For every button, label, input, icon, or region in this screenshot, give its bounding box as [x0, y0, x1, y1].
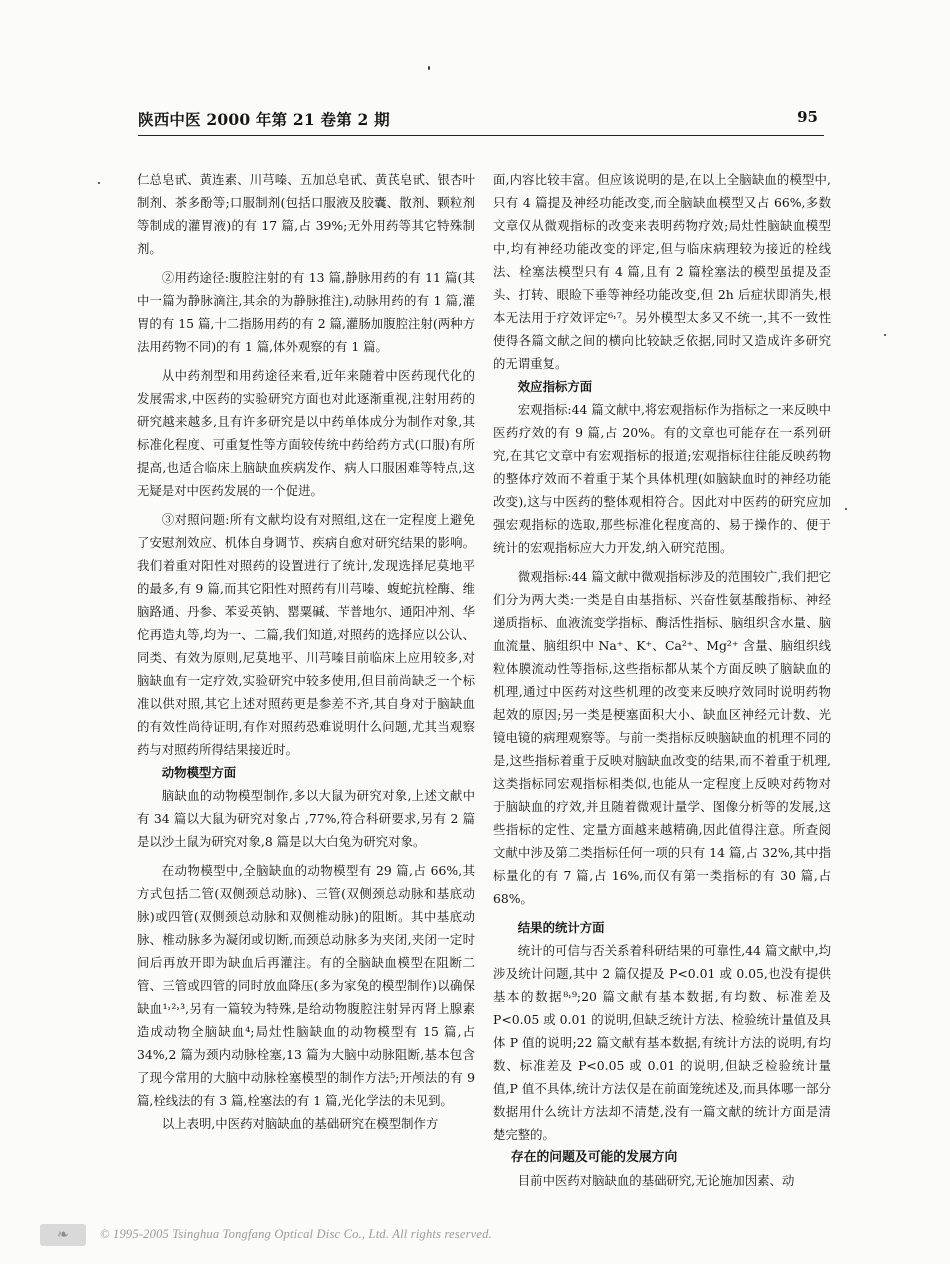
- right-column: [493, 168, 831, 1192]
- page-header: [138, 108, 824, 134]
- copyright-notice: © 1995-2005 Tsinghua Tongfang Optical Disc Co., Ltd. All rights reserved.: [100, 1227, 492, 1241]
- page-number: 95: [797, 108, 818, 126]
- subsection-heading: 结果的统计方面: [517, 920, 605, 935]
- paragraph: 面,内容比较丰富。但应该说明的是,在以上全脑缺血的模型中,只有 4 篇提及神经功能改变,而全脑缺血模型又占 66%,多数文章仅从微观指标的改变来表明药物疗效;局灶性脑缺血模型中,均有神经功能改变的评定,但与临床病理较为接近的栓线法、栓塞法模型只有 4 篇,且有 2 篇栓塞法的模型虽提及歪头、打转、眼睑下垂等神经功能改变,但 2h 后症状即消失,根本无法用于疗效评定⁶˒⁷。另外模型太多又不统一,其不一致性使得各篇文献之间的横向比较缺乏依据,同时又造成许多研究的无谓重复。: [493, 172, 831, 371]
- scan-speck: [428, 66, 430, 70]
- paragraph: 在动物模型中,全脑缺血的动物模型有 29 篇,占 66%,其方式包括二管(双侧颈总动脉)、三管(双侧颈总动脉和基底动脉)或四管(双侧颈总动脉和双侧椎动脉)的阻断。其中基底动脉、椎动脉多为凝闭或切断,而颈总动脉多为夹闭,夹闭一定时间后再放开即为缺血后再灌注。有的全脑缺血模型在阻断二管、三管或四管的同时放血降压(多为家兔的模型制作)以确保缺血¹˒²˒³,另有一篇较为特殊,是给动物腹腔注射异丙肾上腺素造成动物全脑缺血⁴;局灶性脑缺血的动物模型有 15 篇,占 34%,2 篇为颈内动脉栓塞,13 篇为大脑中动脉阻断,基本包含了现今常用的大脑中动脉栓塞模型的制作方法⁵;开颅法的有 9 篇,栓线法的有 3 篇,栓塞法的有 1 篇,光化学法的未见到。: [137, 863, 475, 1108]
- left-column: [137, 168, 475, 1135]
- paragraph: 以上表明,中医药对脑缺血的基础研究在模型制作方: [161, 1116, 439, 1131]
- paragraph: 微观指标:44 篇文献中微观指标涉及的范围较广,我们把它们分为两大类:一类是自由基指标、兴奋性氨基酸指标、神经递质指标、血液流变学指标、酶活性指标、脑组织含水量、脑血流量、脑组织中 Na⁺、K⁺、Ca²⁺、Mg²⁺ 含量、脑组织线粒体膜流动性等指标,这些指标都从某个方面反映了脑缺血的机理,通过中医药对这些机理的改变来反映疗效同时说明药物起效的原因;另一类是梗塞面积大小、缺血区神经元计数、光镜电镜的病理观察等。与前一类指标反映脑缺血的机理不同的是,这些指标着重于反映对脑缺血改变的结果,而不着重于机理,这类指标同宏观指标相类似,也能从一定程度上反映对药物对于脑缺血的疗效,并且随着微观计量学、图像分析等的发展,这些指标的定性、定量方面越来越精确,因此值得注意。所查阅文献中涉及第二类指标任何一项的只有 14 篇,占 32%,其中指标量化的有 7 篇,占 16%,而仅有第一类指标的有 30 篇,占 68%。: [493, 569, 831, 906]
- paragraph: 从中药剂型和用药途径来看,近年来随着中医药现代化的发展需求,中医药的实验研究方面也对此逐渐重视,注射用药的研究越来越多,且有许多研究是以中药单体成分为制作对象,其标准化程度、可重复性等方面较传统中药给药方式(口服)有所提高,也适合临床上脑缺血疾病发作、病人口服困难等特点,这无疑是对中医药发展的一个促进。: [137, 368, 475, 498]
- publisher-logo-icon: ❧: [40, 1224, 86, 1246]
- paragraph: 脑缺血的动物模型制作,多以大鼠为研究对象,上述文献中有 34 篇以大鼠为研究对象占 ,77%,符合科研要求,另有 2 篇是以沙土鼠为研究对象,8 篇是以大白兔为研究对象。: [137, 788, 475, 849]
- paragraph: ③对照问题:所有文献均设有对照组,这在一定程度上避免了安慰剂效应、机体自身调节、疾病自愈对研究结果的影响。我们着重对阳性对照药的设置进行了统计,发现选择尼莫地平的最多,有 9 篇,而其它阳性对照药有川芎嗪、蝮蛇抗栓酶、维脑路通、丹参、苯妥英钠、罂粟碱、苄普地尔、通阳冲剂、华佗再造丸等,均为一、二篇,我们知道,对照药的选择应以公认、同类、有效为原则,尼莫地平、川芎嗪目前临床上应用较多,对脑缺血有一定疗效,实验研究中较多使用,但目前尚缺乏一个标准以供对照,其它上述对照药更是参差不齐,其自身对于脑缺血的有效性尚待证明,有作对照药恐难说明什么问题,尤其当观察药与对照药所得结果接近时。: [137, 512, 475, 757]
- scan-speck: [884, 334, 886, 336]
- paragraph: 统计的可信与否关系着科研结果的可靠性,44 篇文献中,均涉及统计问题,其中 2 篇仅提及 P<0.01 或 0.05,也没有提供基本的数据⁸˒⁹;20 篇文献有基本数据,有均数、标准差及 P<0.05 或 0.01 的说明,但缺乏统计方法、检验统计量值及具体 P 值的说明;22 篇文献有基本数据,有统计方法的说明,有均数、标准差及 P<0.05 或 0.01 的说明,但缺乏检验统计量值,P 值不具体,统计方法仅是在前面笼统述及,而具体哪一部分数据用什么统计方法却不清楚,没有一篇文献的统计方面是清楚完整的。: [493, 943, 831, 1142]
- page-footer: [40, 1220, 600, 1250]
- journal-title: 陕西中医 2000 年第 21 卷第 2 期: [138, 110, 390, 129]
- section-heading: 存在的问题及可能的发展方向: [510, 1150, 678, 1165]
- paragraph: 宏观指标:44 篇文献中,将宏观指标作为指标之一来反映中医药疗效的有 9 篇,占 20%。有的文章也可能存在一系列研究,在其它文章中有宏观指标的报道;宏观指标往往能反映药物的整体疗效而不着重于某个具体机理(如脑缺血时的神经功能改变),这与中医药的整体观相符合。因此对中医药的研究应加强宏观指标的选取,那些标准化程度高的、易于操作的、便于统计的宏观指标应大力开发,纳入研究范围。: [493, 402, 831, 555]
- scan-speck: [845, 508, 847, 510]
- scan-speck: [98, 182, 100, 184]
- header-rule: [138, 135, 824, 136]
- paragraph: ②用药途径:腹腔注射的有 13 篇,静脉用药的有 11 篇(其中一篇为静脉滴注,其余的为静脉推注),动脉用药的有 1 篇,灌胃的有 15 篇,十二指肠用药的有 2 篇,灌肠加腹腔注射(两种方法用药物不同)的有 1 篇,体外观察的有 1 篇。: [137, 270, 475, 354]
- subsection-heading: 效应指标方面: [517, 379, 593, 394]
- paragraph: 目前中医药对脑缺血的基础研究,无论施加因素、动: [517, 1173, 795, 1188]
- paragraph: 仁总皂甙、黄连素、川芎嗪、五加总皂甙、黄芪皂甙、银杏叶制剂、茶多酚等;口服制剂(包括口服液及胶囊、散剂、颗粒剂等制成的灌胃液)的有 17 篇,占 39%;无外用药等其它特殊制剂。: [137, 172, 475, 256]
- subsection-heading: 动物模型方面: [161, 765, 237, 780]
